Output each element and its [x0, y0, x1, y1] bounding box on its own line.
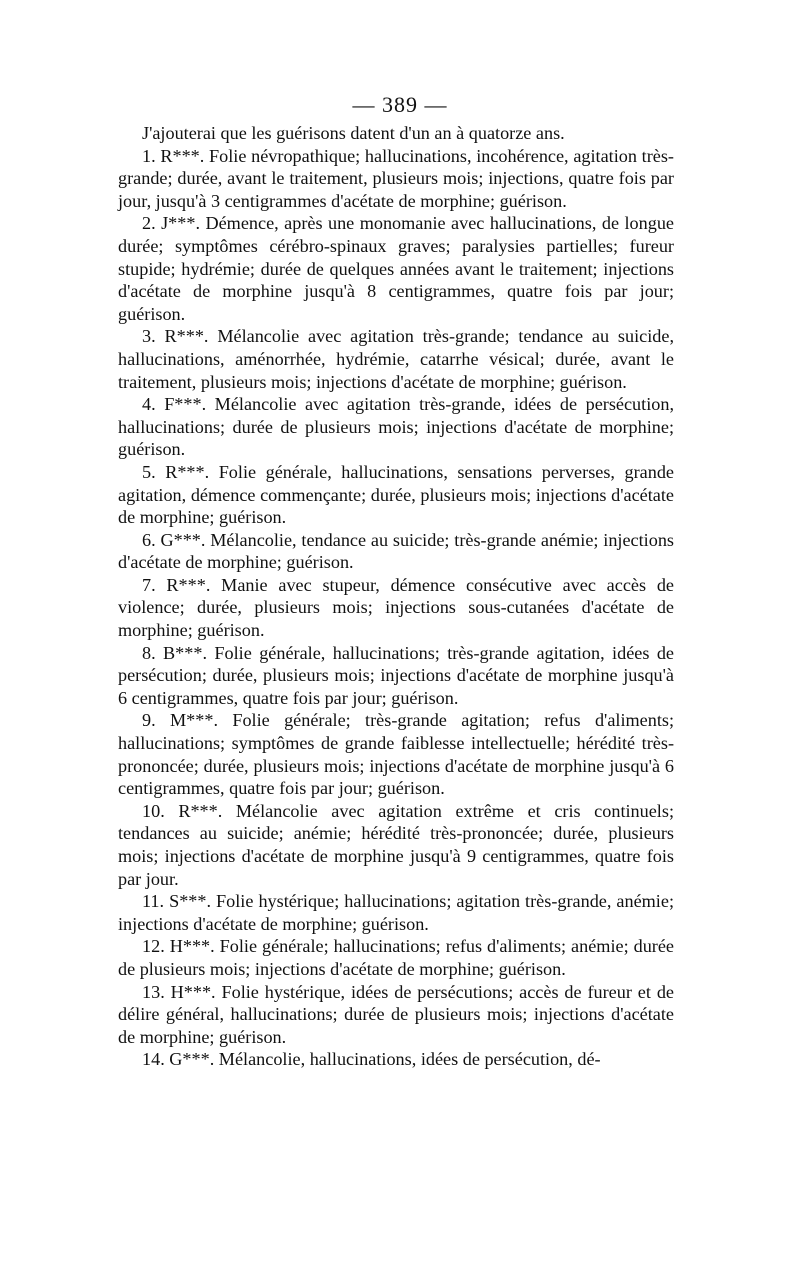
case-5: 5. R***. Folie générale, hallucinations, sensations perverses, grande agitation, démence commençante; durée, plusieurs mois; injections d'acétate de morphine; guérison.: [118, 461, 674, 528]
case-4: 4. F***. Mélancolie avec agitation très-grande, idées de persécution, hallucinations; durée de plusieurs mois; injections d'acétate de morphine; guérison.: [118, 394, 674, 460]
case-1: 1. R***. Folie névropathique; hallucinations, incohérence, agitation très-grande; durée, avant le traitement, plusieurs mois; injections, quatre fois par jour, jusqu'à 3 centigrammes d'acétate de morphine; guérison.: [118, 145, 674, 211]
case-10: 10. R***. Mélancolie avec agitation extrême et cris continuels; tendances au suicide; anémie; hérédité très-prononcée; durée, plusieurs mois; injections d'acétate de morphine jusqu'à 9 centigrammes, quatre fois par jour.: [118, 800, 674, 889]
case-3: 3. R***. Mélancolie avec agitation très-grande; tendance au suicide, hallucinations, aménorrhée, hydrémie, catarrhe vésical; durée, avant le traitement, plusieurs mois; injections d'acétate de morphine; guérison.: [118, 326, 674, 392]
page-number: — 389 —: [352, 92, 448, 117]
body-text: [118, 122, 674, 1071]
case-12: 12. H***. Folie générale; hallucinations; refus d'aliments; anémie; durée de plusieurs mois; injections d'acétate de morphine; guérison.: [118, 936, 674, 979]
case-9: 9. M***. Folie générale; très-grande agitation; refus d'aliments; hallucinations; symptômes de grande faiblesse intellectuelle; hérédité très-prononcée; durée, plusieurs mois; injections d'acétate de morphine jusqu'à 6 centigrammes, quatre fois par jour; guérison.: [118, 710, 674, 799]
intro-paragraph: J'ajouterai que les guérisons datent d'un an à quatorze ans.: [142, 123, 565, 143]
case-2: 2. J***. Démence, après une monomanie avec hallucinations, de longue durée; symptômes cérébro-spinaux graves; paralysies partielles; fureur stupide; hydrémie; durée de quelques années avant le traitement; injections d'acétate de morphine jusqu'à 8 centigrammes, quatre fois par jour; guérison.: [118, 213, 674, 324]
case-6: 6. G***. Mélancolie, tendance au suicide; très-grande anémie; injections d'acétate de morphine; guérison.: [118, 529, 674, 573]
case-11: 11. S***. Folie hystérique; hallucinations; agitation très-grande, anémie; injections d'acétate de morphine; guérison.: [118, 891, 674, 934]
case-8: 8. B***. Folie générale, hallucinations; très-grande agitation, idées de persécution; durée, plusieurs mois; injections d'acétate de morphine jusqu'à 6 centigrammes, quatre fois par jour; guérison.: [118, 642, 674, 708]
case-7: 7. R***. Manie avec stupeur, démence consécutive avec accès de violence; durée, plusieurs mois; injections sous-cutanées d'acétate de morphine; guérison.: [118, 574, 674, 641]
case-14: 14. G***. Mélancolie, hallucinations, idées de persécution, dé-: [142, 1049, 601, 1070]
case-13: 13. H***. Folie hystérique, idées de persécutions; accès de fureur et de délire général, hallucinations; durée de plusieurs mois; injections d'acétate de morphine; guérison.: [118, 981, 674, 1047]
